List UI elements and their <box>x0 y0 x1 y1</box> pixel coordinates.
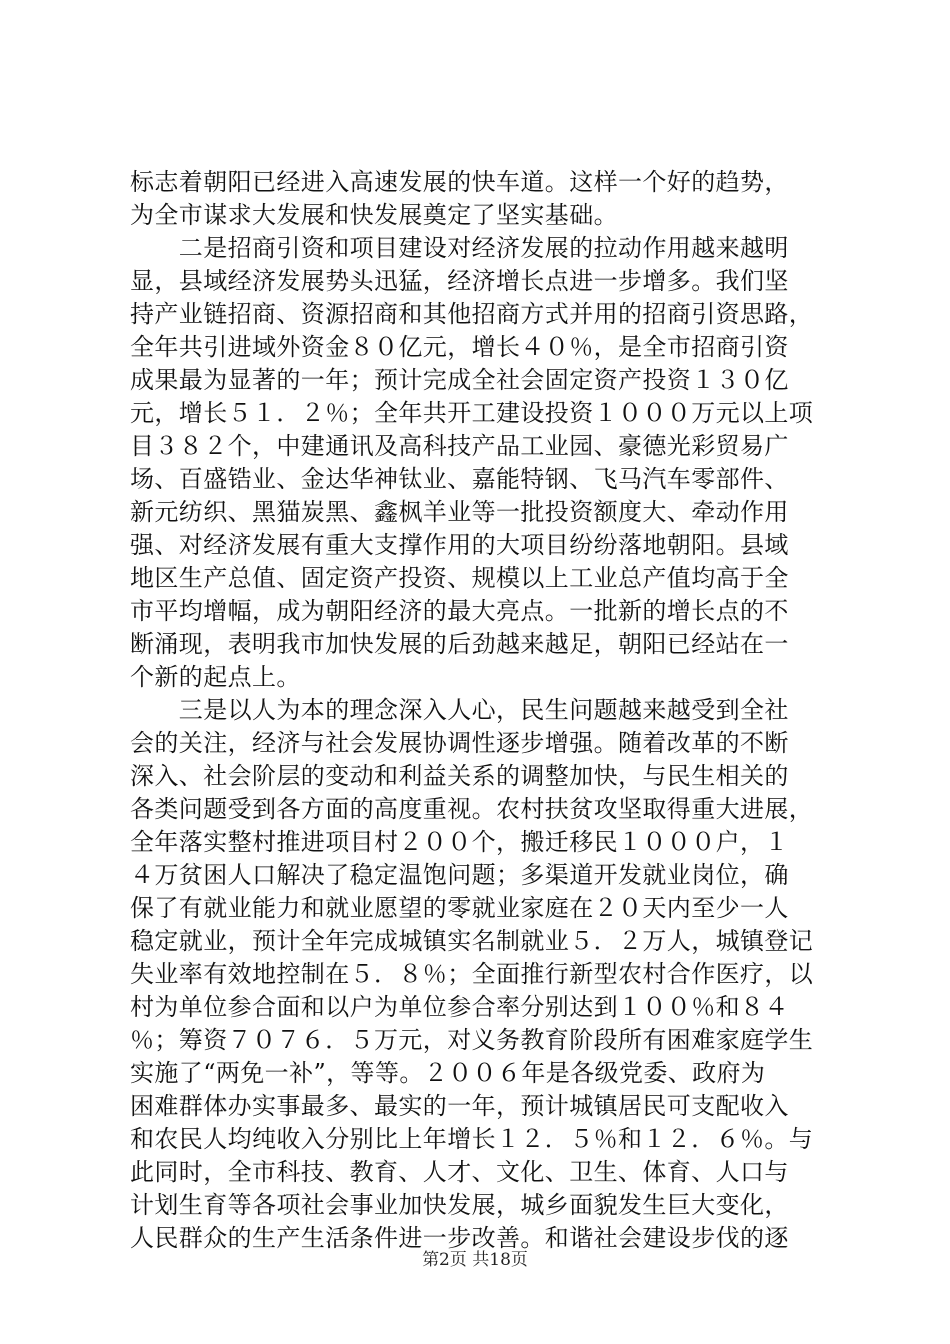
text-line: 保了有就业能力和就业愿望的零就业家庭在２０天内至少一人 <box>130 894 789 922</box>
page-footer <box>0 1245 950 1270</box>
document-body <box>130 166 830 1255</box>
text-line: 计划生育等各项社会事业加快发展，城乡面貌发生巨大变化， <box>130 1191 789 1219</box>
text-line: 市平均增幅，成为朝阳经济的最大亮点。一批新的增长点的不 <box>130 597 789 625</box>
text-line: 个新的起点上。 <box>130 663 301 691</box>
text-line: 强、对经济发展有重大支撑作用的大项目纷纷落地朝阳。县域 <box>130 531 789 559</box>
text-line: 二是招商引资和项目建设对经济发展的拉动作用越来越明 <box>130 234 789 262</box>
text-line: 会的关注，经济与社会发展协调性逐步增强。随着改革的不断 <box>130 729 789 757</box>
text-line: 成果最为显著的一年；预计完成全社会固定资产投资１３０亿 <box>130 366 789 394</box>
text-line: 显，县域经济发展势头迅猛，经济增长点进一步增多。我们坚 <box>130 267 789 295</box>
text-line: 村为单位参合面和以户为单位参合率分别达到１００％和８４ <box>130 993 789 1021</box>
text-line: 新元纺织、黑猫炭黑、鑫枫羊业等一批投资额度大、牵动作用 <box>130 498 789 526</box>
text-line: 场、百盛锆业、金达华神钛业、嘉能特钢、飞马汽车零部件、 <box>130 465 789 493</box>
text-line: 为全市谋求大发展和快发展奠定了坚实基础。 <box>130 201 618 229</box>
text-line: 元，增长５１．２％；全年共开工建设投资１０００万元以上项 <box>130 399 814 427</box>
text-line: 断涌现，表明我市加快发展的后劲越来越足，朝阳已经站在一 <box>130 630 789 658</box>
text-line: 三是以人为本的理念深入人心，民生问题越来越受到全社 <box>130 696 789 724</box>
text-line: 深入、社会阶层的变动和利益关系的调整加快，与民生相关的 <box>130 762 789 790</box>
text-line: ％；筹资７０７６．５万元，对义务教育阶段所有困难家庭学生 <box>130 1026 814 1054</box>
text-line: 目３８２个，中建通讯及高科技产品工业园、豪德光彩贸易广 <box>130 432 789 460</box>
text-line: ４万贫困人口解决了稳定温饱问题；多渠道开发就业岗位，确 <box>130 861 789 889</box>
text-line: 实施了“两免一补”，等等。２００６年是各级党委、政府为 <box>130 1059 766 1087</box>
text-line: 标志着朝阳已经进入高速发展的快车道。这样一个好的趋势， <box>130 168 789 196</box>
page-number-label: 第2页 共18页 <box>422 1250 528 1270</box>
text-line: 全年落实整村推进项目村２００个，搬迁移民１０００户，１ <box>130 828 789 856</box>
text-line: 和农民人均纯收入分别比上年增长１２．５％和１２．６％。与 <box>130 1125 814 1153</box>
text-line: 全年共引进域外资金８０亿元，增长４０％，是全市招商引资 <box>130 333 789 361</box>
text-line: 失业率有效地控制在５．８％；全面推行新型农村合作医疗，以 <box>130 960 814 988</box>
text-line: 此同时，全市科技、教育、人才、文化、卫生、体育、人口与 <box>130 1158 789 1186</box>
text-line: 地区生产总值、固定资产投资、规模以上工业总产值均高于全 <box>130 564 789 592</box>
text-line: 各类问题受到各方面的高度重视。农村扶贫攻坚取得重大进展， <box>130 795 814 823</box>
text-line: 稳定就业，预计全年完成城镇实名制就业５．２万人，城镇登记 <box>130 927 814 955</box>
text-line: 困难群体办实事最多、最实的一年，预计城镇居民可支配收入 <box>130 1092 789 1120</box>
text-line: 人民群众的生产生活条件进一步改善。和谐社会建设步伐的逐 <box>130 1224 789 1252</box>
text-line: 持产业链招商、资源招商和其他招商方式并用的招商引资思路， <box>130 300 814 328</box>
